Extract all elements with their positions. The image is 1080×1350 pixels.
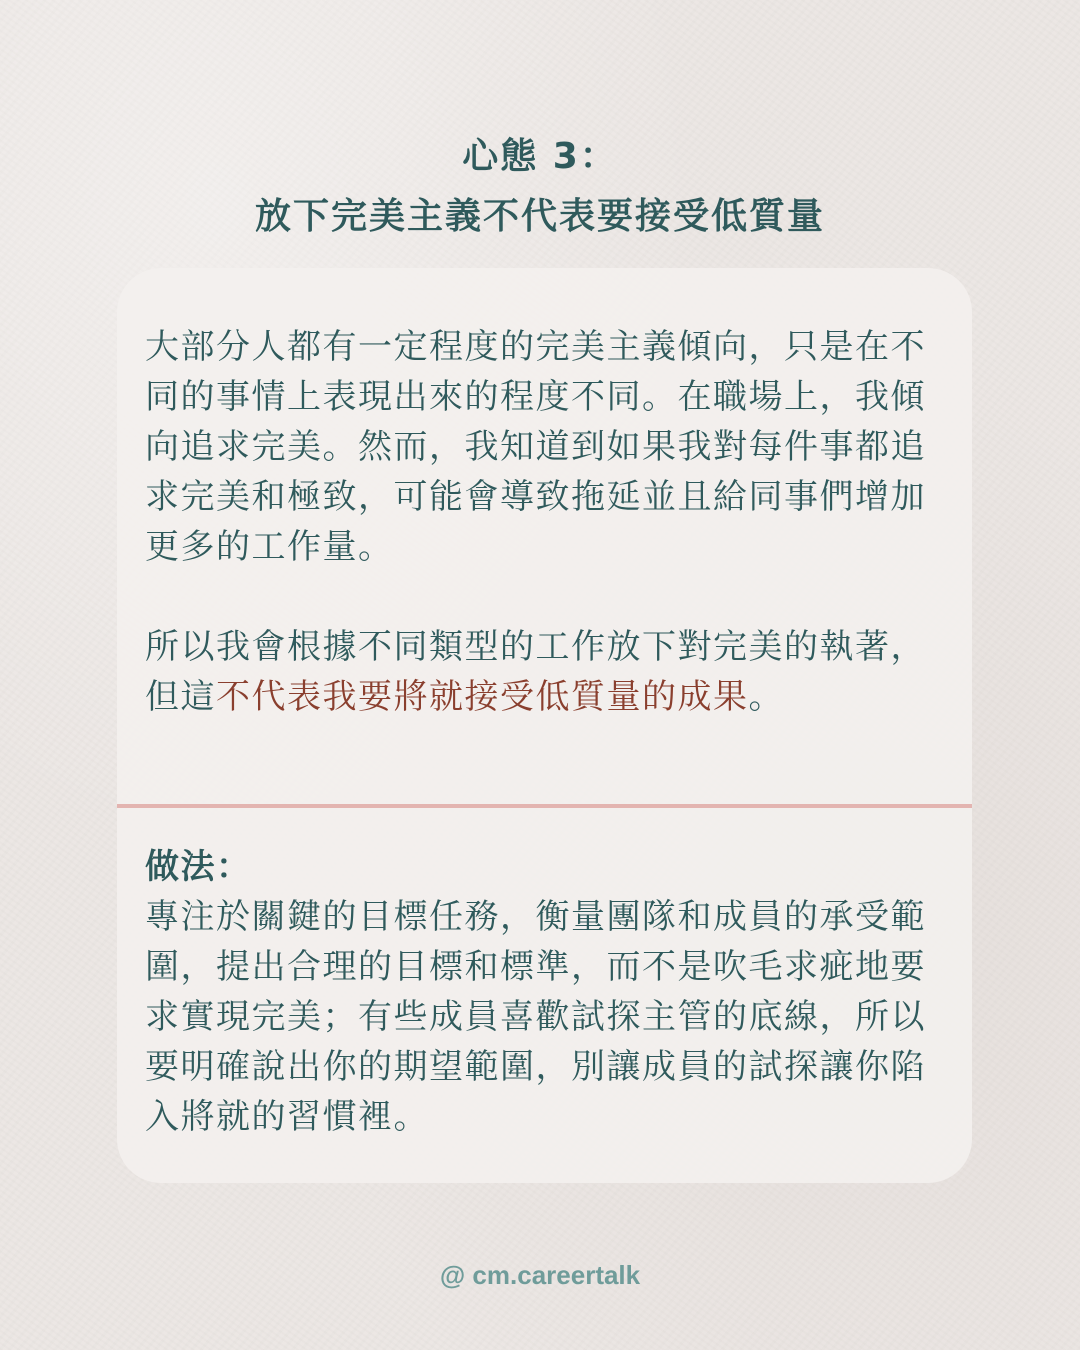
page-title-line2: 放下完美主義不代表要接受低質量 <box>254 196 825 237</box>
highlighted-text: 不代表我要將就接受低質量的成果 <box>216 677 749 717</box>
conclusion-period: 。 <box>748 677 784 717</box>
account-handle: @ cm.careertalk <box>439 1260 641 1290</box>
page-title-line1: 心態 3： <box>462 136 618 177</box>
method-paragraph: 專注於關鍵的目標任務，衡量團隊和成員的承受範圍，提出合理的目標和標準，而不是吹毛求疵地要求實現完美；有些成員喜歡試探主管的底線，所以要明確說出你的期望範圍，別讓成員的試探讓你陷入將就的習慣裡。 <box>145 897 926 1137</box>
intro-paragraph: 大部分人都有一定程度的完美主義傾向，只是在不同的事情上表現出來的程度不同。在職場上，我傾向追求完美。然而，我知道到如果我對每件事都追求完美和極致，可能會導致拖延並且給同事們增加更多的工作量。 <box>145 327 926 567</box>
section-divider <box>117 804 972 808</box>
method-heading: 做法： <box>145 847 252 887</box>
conclusion-paragraph <box>145 622 950 722</box>
conclusion-text: 所以我會根據不同類型的工作放下對完美的執著，但這 <box>145 627 926 717</box>
